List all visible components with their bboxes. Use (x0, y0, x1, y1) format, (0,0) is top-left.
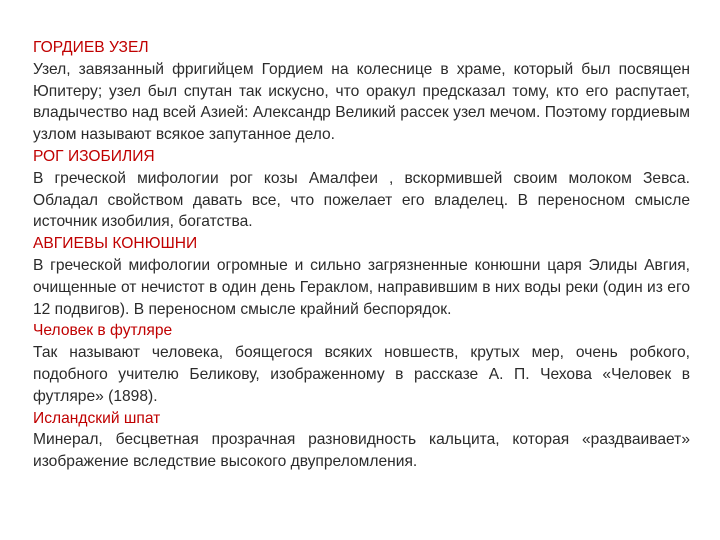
glossary-entry-man-in-a-case (33, 320, 690, 407)
term-definition: В греческой мифологии огромные и сильно загрязненные конюшни царя Элиды Авгия, очищенные от нечистот в один день Гераклом, направившим в них воды реки (один из его 12 подвигов). В переносном смысле крайний беспорядок. (33, 256, 690, 318)
glossary-entry-augean-stables (33, 233, 690, 320)
term-definition: Так называют человека, боящегося всяких новшеств, крутых мер, очень робкого, подобного учителю Беликову, изображенному в рассказе А. П. Чехова «Человек в футляре» (1898). (33, 344, 690, 405)
term-heading: Человек в футляре (33, 322, 173, 340)
term-heading: Исландский шпат (33, 409, 161, 427)
term-heading: АВГИЕВЫ КОНЮШНИ (33, 235, 198, 253)
term-definition: Минерал, бесцветная прозрачная разновидность кальцита, которая «раздваивает» изображение вследствие высокого двупреломления. (33, 431, 690, 471)
term-heading: РОГ ИЗОБИЛИЯ (33, 147, 155, 165)
glossary-slide (33, 37, 690, 473)
term-heading: ГОРДИЕВ УЗЕЛ (33, 39, 149, 56)
glossary-entry-iceland-spar (33, 408, 690, 473)
term-definition: Узел, завязанный фригийцем Гордием на колеснице в храме, который был посвящен Юпитеру; узел был спутан так искусно, что оракул предсказал тому, кто его распутает, владычество над всей Азией: Александр Великий рассек узел мечом. Поэтому гордиевым узлом называют всякое запутанное дело. (33, 60, 690, 144)
glossary-entry-gordian-knot (33, 37, 690, 146)
term-definition: В греческой мифологии рог козы Амалфеи , вскормившей своим молоком Зевса. Обладал свойством давать все, что пожелает его владелец. В переносном смысле источник изобилия, богатства. (33, 169, 690, 231)
glossary-entry-horn-of-plenty (33, 146, 690, 233)
